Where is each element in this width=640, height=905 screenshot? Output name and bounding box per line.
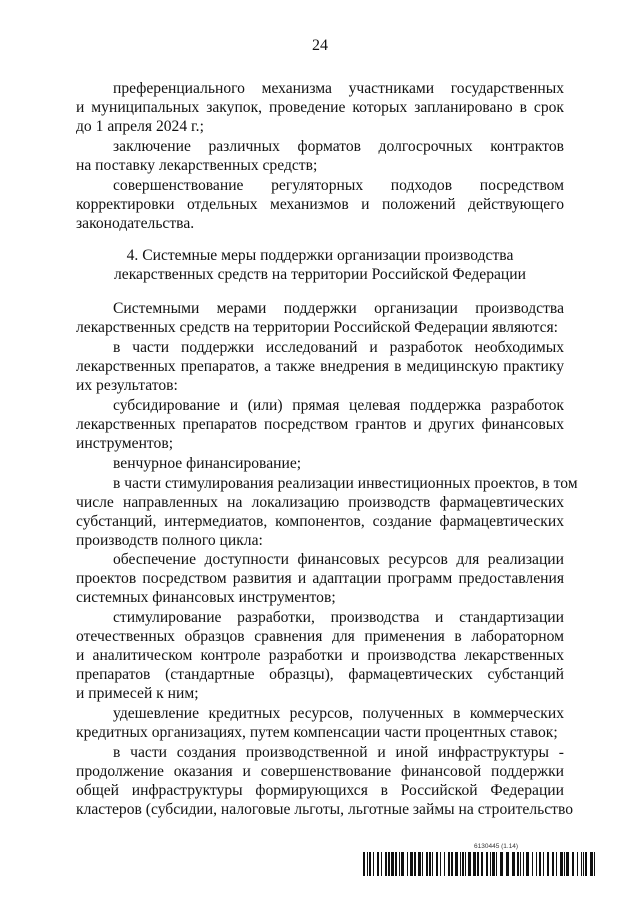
paragraph-line: продолжение оказания и совершенствование финансовой поддержки [76,763,564,780]
paragraph-line: их результатов: [76,377,178,394]
paragraph-line: общей инфраструктуры формирующихся в Российской Федерации [76,782,564,799]
paragraph-line: удешевление кредитных ресурсов, полученных в коммерческих [113,705,564,722]
paragraph-line: корректировки отдельных механизмов и положений действующего [76,196,564,213]
paragraph-line: кредитных организациях, путем компенсации части процентных ставок; [76,724,558,741]
barcode-caption: 6130445 (1.14) [474,843,519,850]
paragraph-line: инструментов; [76,435,174,452]
paragraph-line: числе направленных на локализацию производств фармацевтических [76,494,564,511]
paragraph-line: на поставку лекарственных средств; [76,157,318,174]
paragraph-line: производств полного цикла: [76,532,263,549]
paragraph-line: лекарственных средств на территории Российской Федерации являются: [76,319,558,336]
paragraph-line: в части поддержки исследований и разработок необходимых [113,339,564,356]
page-number: 24 [312,37,328,54]
paragraph-line: в части создания производственной и иной инфраструктуры - [113,744,564,761]
paragraph-line: обеспечение доступности финансовых ресурсов для реализации [113,551,564,568]
paragraph-line: лекарственных препаратов посредством грантов и других финансовых [76,416,564,433]
section-heading-line1: 4. Системные меры поддержки организации производства [126,247,514,264]
paragraph-line: субсидирование и (или) прямая целевая поддержка разработок [113,397,564,414]
paragraph-line: проектов посредством развития и адаптации программ предоставления [76,570,564,587]
paragraph-line: отечественных образцов сравнения для применения в лабораторном [76,628,564,645]
paragraph-line: законодательства. [76,215,195,232]
paragraph-line: до 1 апреля 2024 г.; [76,118,204,135]
paragraph-line: венчурное финансирование; [113,455,302,472]
paragraph-line: и примесей к ним; [76,685,199,702]
paragraph-line: лекарственных препаратов, а также внедрения в медицинскую практику [76,358,564,375]
paragraph-line: заключение различных форматов долгосрочных контрактов [113,138,564,155]
paragraph-line: системных финансовых инструментов; [76,589,336,606]
section-heading-line2: лекарственных средств на территории Российской Федерации [114,266,526,283]
paragraph-line: стимулирование разработки, производства и стандартизации [113,609,564,626]
paragraph-line: совершенствование регуляторных подходов посредством [113,177,564,194]
paragraph-line: кластеров (субсидии, налоговые льготы, льготные займы на строительство [76,801,574,818]
paragraph-line: Системными мерами поддержки организации производства [113,300,564,317]
paragraph-line: и муниципальных закупок, проведение которых запланировано в срок [76,99,564,116]
barcode-image [363,852,595,876]
paragraph-line: преференциального механизма участниками государственных [113,80,564,97]
paragraph-line: субстанций, интермедиатов, компонентов, создание фармацевтических [76,513,564,530]
paragraph-line: и аналитическом контроле разработки и производства лекарственных [76,647,564,664]
paragraph-line: препаратов (стандартные образцы), фармацевтических субстанций [76,666,564,683]
paragraph-line: в части стимулирования реализации инвестиционных проектов, в том [113,475,578,492]
